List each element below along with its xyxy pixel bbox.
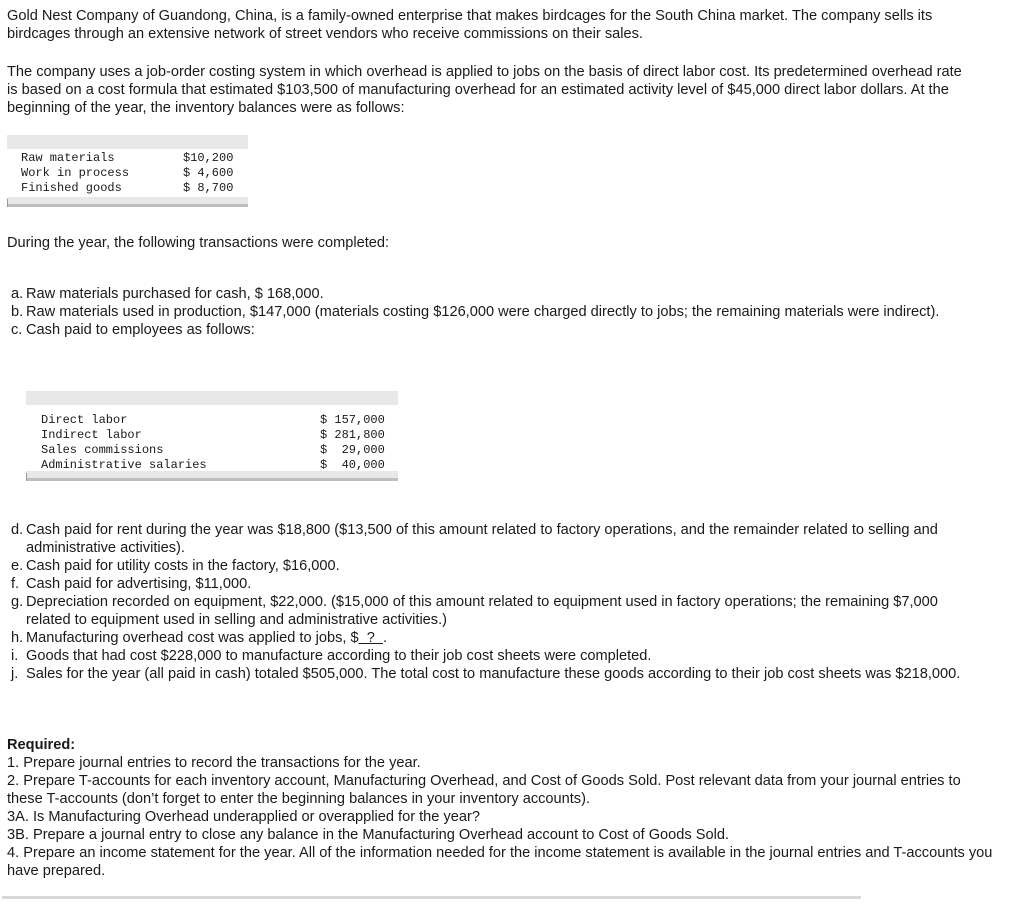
table-scroll-edge <box>7 199 8 207</box>
row-value: $ 281,800 <box>320 428 385 442</box>
required-heading: Required: <box>7 737 76 753</box>
row-label: Sales commissions <box>41 443 164 457</box>
required-item: 3A. Is Manufacturing Overhead underapplied or overapplied for the year? <box>7 809 480 825</box>
intro-paragraph-1: Gold Nest Company of Guandong, China, is a family-owned enterprise that makes birdcages for the South China market. The company sells its birdcages through an extensive network of street vendors who receive commissions on their sales. <box>7 8 933 42</box>
table-row <box>41 443 385 458</box>
item-label: d. <box>11 522 24 538</box>
row-label: Work in process <box>21 166 130 180</box>
list-item <box>11 321 961 339</box>
row-label: Raw materials <box>21 151 115 165</box>
row-value: $ 29,000 <box>320 443 385 457</box>
table-scroll-edge <box>26 473 27 481</box>
table-row <box>41 413 385 428</box>
answer-blank: ? <box>358 630 383 646</box>
row-label: Indirect labor <box>41 428 142 442</box>
list-item <box>11 285 961 303</box>
item-label: b. <box>11 304 24 320</box>
intro-paragraph-2: The company uses a job-order costing system in which overhead is applied to jobs on the basis of direct labor cost. Its predetermined overhead rate is based on a cost formula that estimated $103,500 of manufacturing overhead for an estimated activity level of $45,000 direct labor dollars. At the beginning of the year, the inventory balances were as follows: <box>7 64 962 116</box>
item-text: Cash paid for advertising, $11,000. <box>26 576 252 592</box>
list-item <box>11 665 961 683</box>
item-text: Cash paid for rent during the year was $18,800 ($13,500 of this amount related to factory operations, and the remainder related to selling and administrative activities). <box>26 522 938 556</box>
table-row <box>21 181 233 196</box>
table-row <box>41 428 385 443</box>
item-label: c. <box>11 322 23 338</box>
item-label: h. <box>11 630 24 646</box>
list-item <box>11 647 961 665</box>
item-text-end: . <box>382 630 388 646</box>
list-item <box>11 593 961 629</box>
item-label: i. <box>11 648 19 664</box>
item-text: Cash paid to employees as follows: <box>26 322 255 338</box>
row-value: $10,200 <box>183 151 234 165</box>
list-item <box>11 557 961 575</box>
table-row <box>21 166 233 181</box>
required-item: 2. Prepare T-accounts for each inventory account, Manufacturing Overhead, and Cost of Goods Sold. Post relevant data from your journal entries to these T-accounts (don’t forget to enter the beginning balances in your inventory accounts). <box>7 773 961 807</box>
inventory-balances-table <box>7 135 248 207</box>
item-text: Sales for the year (all paid in cash) totaled $505,000. The total cost to manufacture these goods according to their job cost sheets was $218,000. <box>26 666 961 682</box>
table-row <box>41 458 385 473</box>
cash-paid-table <box>26 391 398 481</box>
transaction-list-a-c <box>11 285 961 339</box>
item-text: Depreciation recorded on equipment, $22,000. ($15,000 of this amount related to equipment used in factory operations; the remaining $7,000 related to equipment used in selling and administrative activities.) <box>26 594 938 628</box>
required-item: 1. Prepare journal entries to record the transactions for the year. <box>7 755 421 771</box>
item-text: Manufacturing overhead cost was applied to jobs, $ <box>26 630 359 646</box>
item-text: Raw materials used in production, $147,000 (materials costing $126,000 were charged directly to jobs; the remaining materials were indirect). <box>26 304 940 320</box>
item-text: Goods that had cost $228,000 to manufacture according to their job cost sheets were completed. <box>26 648 652 664</box>
list-item <box>11 629 961 647</box>
list-item <box>11 303 961 321</box>
row-value: $ 157,000 <box>320 413 385 427</box>
item-label: g. <box>11 594 24 610</box>
table-bottom-border <box>26 478 398 481</box>
row-value: $ 40,000 <box>320 458 385 472</box>
list-item <box>11 521 961 557</box>
transactions-intro: During the year, the following transactions were completed: <box>7 235 390 251</box>
required-item: 3B. Prepare a journal entry to close any balance in the Manufacturing Overhead account to Cost of Goods Sold. <box>7 827 730 843</box>
table-bottom-border <box>7 204 248 207</box>
row-value: $ 8,700 <box>183 181 234 195</box>
row-label: Finished goods <box>21 181 122 195</box>
required-item: 4. Prepare an income statement for the year. All of the information needed for the income statement is available in the journal entries and T-accounts you have prepared. <box>7 845 993 879</box>
transaction-list-d-j <box>11 521 961 683</box>
item-text: Raw materials purchased for cash, $ 168,000. <box>26 286 324 302</box>
row-label: Direct labor <box>41 413 128 427</box>
list-item <box>11 575 961 593</box>
item-label: f. <box>11 576 20 592</box>
table-row <box>21 151 233 166</box>
item-label: e. <box>11 558 24 574</box>
bottom-divider <box>2 896 861 899</box>
row-value: $ 4,600 <box>183 166 234 180</box>
required-section <box>7 736 997 880</box>
item-text: Cash paid for utility costs in the factory, $16,000. <box>26 558 340 574</box>
item-label: j. <box>11 666 19 682</box>
item-label: a. <box>11 286 24 302</box>
row-label: Administrative salaries <box>41 458 207 472</box>
